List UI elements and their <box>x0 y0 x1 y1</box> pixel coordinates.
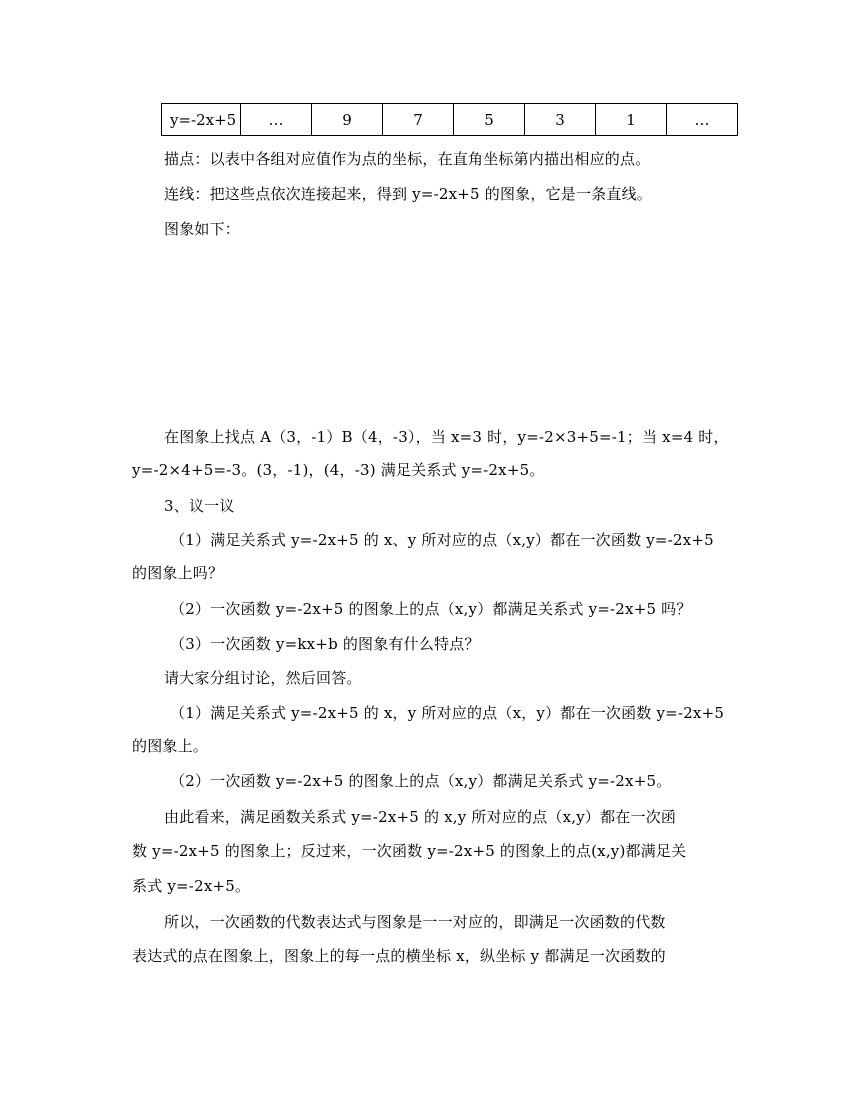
table-cell: 9 <box>312 104 383 136</box>
paragraph-summary-1: 所以，一次函数的代数表达式与图象是一一对应的，即满足一次函数的代数 <box>164 913 666 931</box>
question-2: （2）一次函数 y=-2x+5 的图象上的点（x,y）都满足关系式 y=-2x+5 吗？ <box>170 600 692 618</box>
question-1-line-2: 的图象上吗？ <box>132 564 224 582</box>
answer-1-line-1: （1）满足关系式 y=-2x+5 的 x，y 所对应的点（x，y）都在一次函数 y=-2x+5 <box>170 704 725 722</box>
paragraph-find-points-1: 在图象上找点 A（3，-1）B（4，-3），当 x=3 时，y=-2×3+5=-1；当 x=4 时， <box>164 428 729 446</box>
table-cell: 3 <box>525 104 596 136</box>
table-cell: 1 <box>596 104 667 136</box>
value-table <box>161 103 738 136</box>
paragraph-summary-2: 表达式的点在图象上，图象上的每一点的横坐标 x，纵坐标 y 都满足一次函数的 <box>132 947 666 965</box>
table-cell: … <box>667 104 738 136</box>
table-cell-function: y=-2x+5 <box>162 104 241 136</box>
paragraph-conclusion-1: 由此看来，满足函数关系式 y=-2x+5 的 x,y 所对应的点（x,y）都在一次函 <box>164 808 677 826</box>
section-heading-discuss: 3、议一议 <box>164 497 235 515</box>
paragraph-find-points-2: y=-2×4+5=-3。(3，-1)，(4，-3) 满足关系式 y=-2x+5。 <box>132 461 545 479</box>
question-1-line-1: （1）满足关系式 y=-2x+5 的 x、y 所对应的点（x,y）都在一次函数 y=-2x+5 <box>170 531 714 549</box>
table-cell: … <box>241 104 312 136</box>
graph-placeholder <box>160 250 560 400</box>
question-3: （3）一次函数 y=kx+b 的图象有什么特点？ <box>170 635 480 653</box>
table-cell: 7 <box>383 104 454 136</box>
paragraph-connect-line: 连线：把这些点依次连接起来，得到 y=-2x+5 的图象，它是一条直线。 <box>164 185 652 203</box>
paragraph-conclusion-2: 数 y=-2x+5 的图象上；反过来，一次函数 y=-2x+5 的图象上的点(x,y)都满足关 <box>132 842 687 860</box>
table-cell: 5 <box>454 104 525 136</box>
paragraph-group-discussion: 请大家分组讨论，然后回答。 <box>164 669 362 687</box>
answer-1-line-2: 的图象上。 <box>132 737 209 755</box>
paragraph-plot-points: 描点：以表中各组对应值作为点的坐标，在直角坐标第内描出相应的点。 <box>164 150 651 168</box>
table-row <box>162 104 738 136</box>
answer-2: （2）一次函数 y=-2x+5 的图象上的点（x,y）都满足关系式 y=-2x+5。 <box>170 772 672 790</box>
paragraph-graph-intro: 图象如下： <box>164 220 241 238</box>
paragraph-conclusion-3: 系式 y=-2x+5。 <box>132 877 251 895</box>
